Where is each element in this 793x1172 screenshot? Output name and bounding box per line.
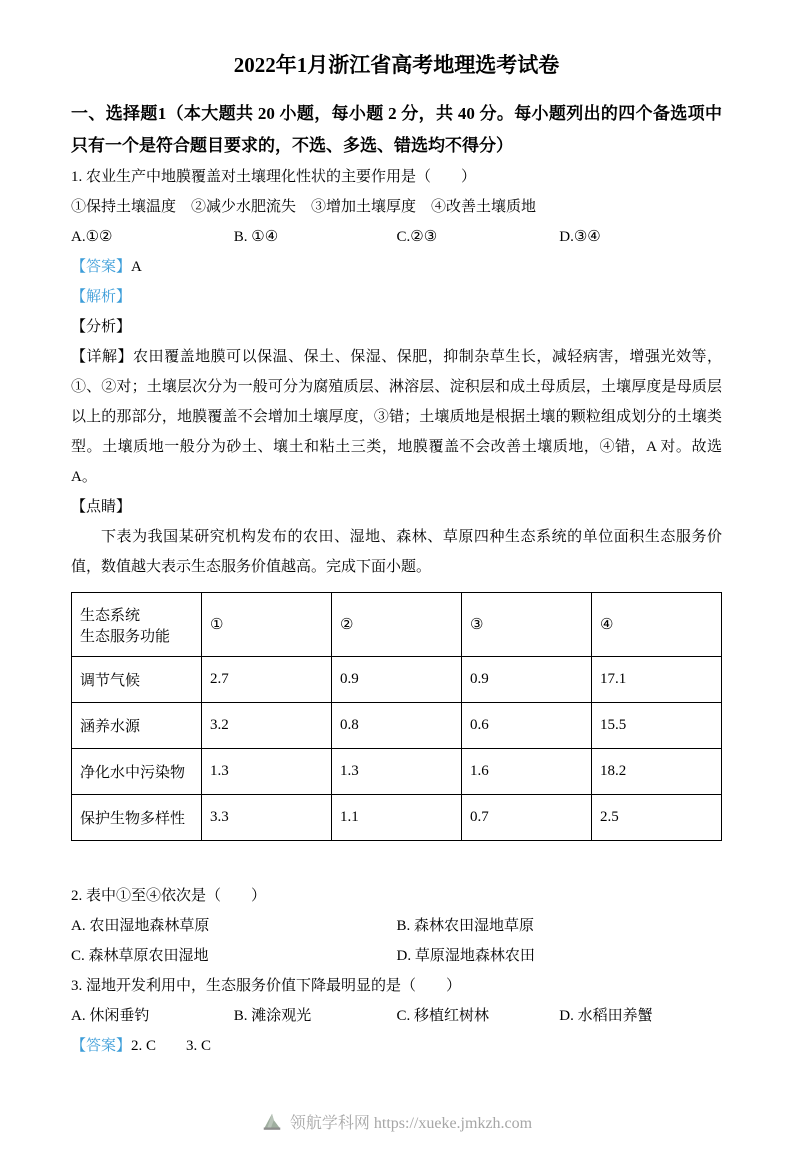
q3-choice-d: D. 水稻田养蟹 bbox=[559, 1008, 653, 1024]
q1-choice-a: A.①② bbox=[71, 229, 113, 245]
table-cell: 1.6 bbox=[462, 749, 592, 795]
table-cell: 3.3 bbox=[202, 795, 332, 841]
eco-table bbox=[71, 592, 722, 841]
table-row bbox=[72, 657, 722, 703]
table-row bbox=[72, 703, 722, 749]
table-cell: 17.1 bbox=[592, 657, 722, 703]
q3-choice-b: B. 滩涂观光 bbox=[233, 1008, 312, 1024]
table-cell: 0.9 bbox=[332, 657, 462, 703]
table-cell: 1.3 bbox=[202, 749, 332, 795]
q2-choice-c: C. 森林草原农田湿地 bbox=[71, 948, 209, 964]
q2-choice-d: D. 草原湿地森林农田 bbox=[396, 948, 535, 964]
row-label: 保护生物多样性 bbox=[72, 795, 202, 841]
corner-line2: 生态服务功能 bbox=[80, 628, 171, 645]
row-label: 净化水中污染物 bbox=[72, 749, 202, 795]
q1-items: ①保持土壤温度 ②减少水肥流失 ③增加土壤厚度 ④改善土壤质地 bbox=[71, 199, 537, 215]
table-cell: 2.7 bbox=[202, 657, 332, 703]
table-cell: 0.7 bbox=[462, 795, 592, 841]
answer-label: 【答案】 bbox=[71, 259, 132, 275]
q1-answer-line bbox=[71, 252, 722, 282]
table-cell: 15.5 bbox=[592, 703, 722, 749]
table-header-cell-1: ① bbox=[202, 593, 332, 657]
q3-stem: 3. 湿地开发利用中，生态服务价值下降最明显的是（ ） bbox=[71, 978, 462, 994]
table-row bbox=[72, 749, 722, 795]
exam-page bbox=[0, 50, 793, 1172]
table-cell: 0.6 bbox=[462, 703, 592, 749]
q1-choice-b: B. ①④ bbox=[233, 229, 279, 245]
row-label: 涵养水源 bbox=[72, 703, 202, 749]
q2-stem: 2. 表中①至④依次是（ ） bbox=[71, 888, 267, 904]
table-cell: 18.2 bbox=[592, 749, 722, 795]
table-cell: 0.9 bbox=[462, 657, 592, 703]
page-title: 2022年1月浙江省高考地理选考试卷 bbox=[233, 53, 560, 77]
q2-choice-a: A. 农田湿地森林草原 bbox=[71, 918, 210, 934]
q3-choices bbox=[71, 1001, 722, 1031]
q2-choices bbox=[71, 911, 722, 971]
corner-line1: 生态系统 bbox=[80, 607, 141, 624]
jiexi-label: 【解析】 bbox=[71, 289, 132, 305]
dianjing-label: 【点睛】 bbox=[71, 499, 132, 515]
watermark-text: 领航学科网 https://xueke.jmkzh.com bbox=[289, 1115, 533, 1132]
q1-stem: 1. 农业生产中地膜覆盖对土壤理化性状的主要作用是（ ） bbox=[71, 169, 477, 185]
q1-choice-c: C.②③ bbox=[396, 229, 438, 245]
q2-choice-b: B. 森林农田湿地草原 bbox=[396, 918, 535, 934]
answers-2-3-value: 2. C 3. C bbox=[131, 1038, 212, 1054]
table-header-cell-4: ④ bbox=[592, 593, 722, 657]
table-cell: 1.3 bbox=[332, 749, 462, 795]
table-header-cell-2: ② bbox=[332, 593, 462, 657]
answer-value: A bbox=[131, 259, 142, 275]
table-cell: 1.1 bbox=[332, 795, 462, 841]
answers-2-3-line bbox=[71, 1031, 722, 1061]
q1-choice-d: D.③④ bbox=[559, 229, 601, 245]
table-cell: 0.8 bbox=[332, 703, 462, 749]
section-heading: 一、选择题1（本大题共 20 小题，每小题 2 分，共 40 分。每小题列出的四个备选项中只有一个是符合题目要求的，不选、多选、错选均不得分） bbox=[71, 104, 722, 155]
table-header-corner bbox=[72, 593, 202, 657]
table-row bbox=[72, 795, 722, 841]
answers-2-3-label: 【答案】 bbox=[71, 1038, 132, 1054]
table-cell: 2.5 bbox=[592, 795, 722, 841]
table-header-row bbox=[72, 593, 722, 657]
table-header-cell-3: ③ bbox=[462, 593, 592, 657]
q1-choices bbox=[71, 222, 722, 252]
fenxi-label: 【分析】 bbox=[71, 319, 132, 335]
row-label: 调节气候 bbox=[72, 657, 202, 703]
table-intro: 下表为我国某研究机构发布的农田、湿地、森林、草原四种生态系统的单位面积生态服务价值，数值越大表示生态服务价值越高。完成下面小题。 bbox=[71, 529, 722, 575]
q3-choice-c: C. 移植红树林 bbox=[396, 1008, 490, 1024]
q3-choice-a: A. 休闲垂钓 bbox=[71, 1008, 150, 1024]
xiangjie-paragraph: 【详解】农田覆盖地膜可以保温、保土、保湿、保肥，抑制杂草生长，减轻病害，增强光效等，①、②对；土壤层次分为一般可分为腐殖质层、淋溶层、淀积层和成土母质层，土壤厚度是母质层以上的那部分，地膜覆盖不会增加土壤厚度，③错；土壤质地是根据土壤的颗粒组成划分的土壤类型。土壤质地一般分为砂土、壤土和粘土三类，地膜覆盖不会改善土壤质地，④错，A 对。故选 A。 bbox=[71, 349, 722, 485]
table-cell: 3.2 bbox=[202, 703, 332, 749]
